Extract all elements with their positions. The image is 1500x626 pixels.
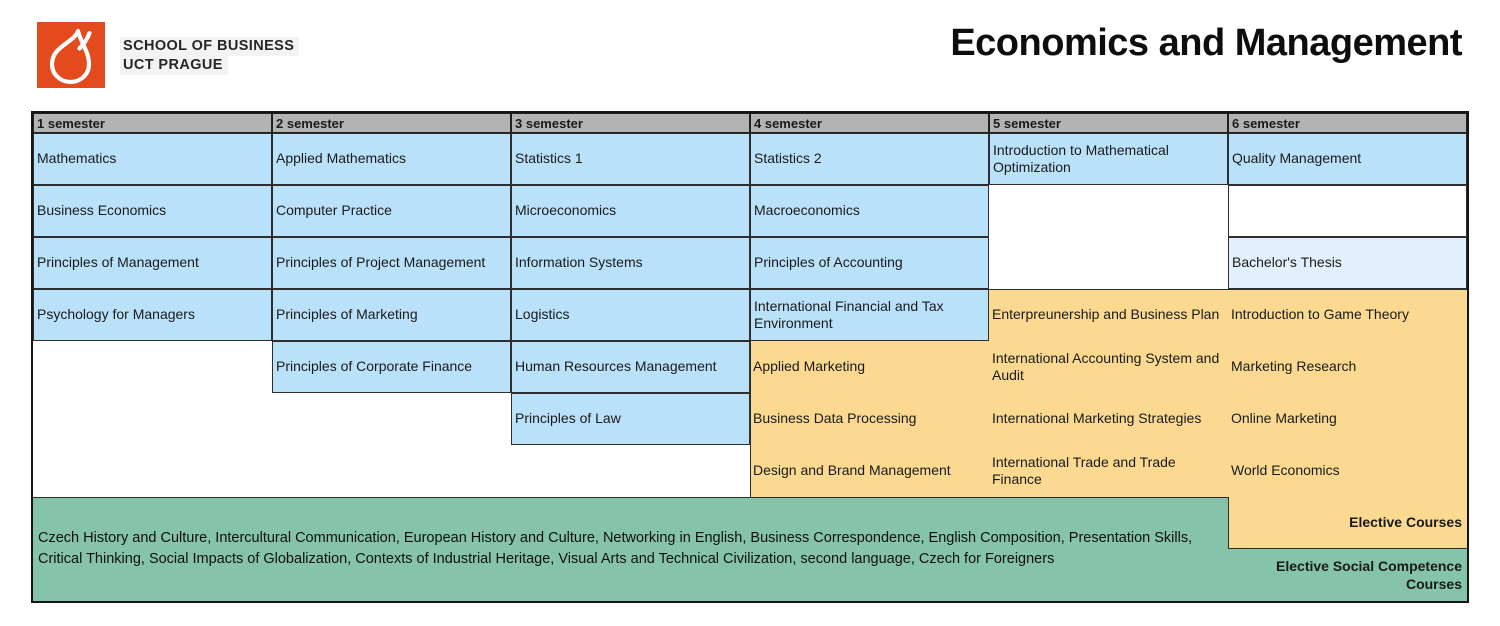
elective-course-cell: Design and Brand Management bbox=[753, 462, 951, 479]
course-cell: Computer Practice bbox=[272, 185, 511, 237]
semester-6-header: 6 semester bbox=[1228, 113, 1467, 133]
elective-course-cell: Enterpreunership and Business Plan bbox=[992, 306, 1220, 323]
course-cell: Microeconomics bbox=[511, 185, 750, 237]
elective-course-cell: World Economics bbox=[1231, 462, 1340, 479]
elective-course-cell: International Trade and Trade Finance bbox=[992, 453, 1176, 487]
semester-1-header: 1 semester bbox=[33, 113, 272, 133]
elective-course-cell: Business Data Processing bbox=[753, 410, 917, 427]
elective-course-cell: Introduction to Game Theory bbox=[1231, 306, 1409, 323]
social-competence-course-list: Czech History and Culture, Intercultural Communication, European History and Culture, Networking in English, Business Correspondence, English Composition, Presentation Skills, Critical Thinking, Social Impacts of Globalization, Contexts of Industrial Heritage, Visual Arts and Technical Civilization, second language, Czech for Foreigners bbox=[38, 529, 1193, 567]
course-cell: Applied Mathematics bbox=[272, 133, 511, 185]
elective-course-cell: Marketing Research bbox=[1231, 358, 1357, 375]
uct-prague-logo bbox=[37, 22, 105, 88]
course-cell: Principles of Management bbox=[33, 237, 272, 289]
brand-name bbox=[120, 37, 299, 75]
course-cell: International Financial and Tax Environment bbox=[750, 289, 989, 341]
page-title: Economics and Management bbox=[950, 22, 1462, 64]
course-cell: Statistics 1 bbox=[511, 133, 750, 185]
elective-course-cell: Online Marketing bbox=[1231, 410, 1337, 427]
course-cell: Mathematics bbox=[33, 133, 272, 185]
course-cell: Statistics 2 bbox=[750, 133, 989, 185]
bachelors-thesis-cell: Bachelor's Thesis bbox=[1228, 237, 1467, 289]
course-cell: Business Economics bbox=[33, 185, 272, 237]
course-cell: Logistics bbox=[511, 289, 750, 341]
semester-4-header: 4 semester bbox=[750, 113, 989, 133]
semester-2-header: 2 semester bbox=[272, 113, 511, 133]
course-cell: Introduction to Mathematical Optimization bbox=[989, 133, 1228, 185]
elective-courses-label: Elective Courses bbox=[1228, 497, 1467, 549]
elective-social-competence-label: Elective Social Competence Courses bbox=[1228, 549, 1467, 601]
elective-course-cell: International Marketing Strategies bbox=[992, 410, 1202, 427]
curriculum-table bbox=[31, 111, 1469, 603]
course-cell: Principles of Law bbox=[511, 393, 750, 445]
elective-course-cell: International Accounting System and Audit bbox=[992, 349, 1220, 383]
course-cell: Macroeconomics bbox=[750, 185, 989, 237]
elective-course-cell: Applied Marketing bbox=[753, 358, 866, 375]
course-cell: Information Systems bbox=[511, 237, 750, 289]
course-cell: Principles of Corporate Finance bbox=[272, 341, 511, 393]
course-cell: Principles of Accounting bbox=[750, 237, 989, 289]
course-cell: Principles of Project Management bbox=[272, 237, 511, 289]
course-cell: Principles of Marketing bbox=[272, 289, 511, 341]
empty-cell bbox=[1228, 185, 1467, 237]
flask-icon bbox=[37, 22, 105, 88]
course-cell: Psychology for Managers bbox=[33, 289, 272, 341]
brand-name-line1: SCHOOL OF BUSINESS bbox=[120, 37, 299, 56]
semester-3-header: 3 semester bbox=[511, 113, 750, 133]
course-cell: Human Resources Management bbox=[511, 341, 750, 393]
semester-5-header: 5 semester bbox=[989, 113, 1228, 133]
brand-name-line2: UCT PRAGUE bbox=[120, 56, 228, 75]
course-cell: Quality Management bbox=[1228, 133, 1467, 185]
